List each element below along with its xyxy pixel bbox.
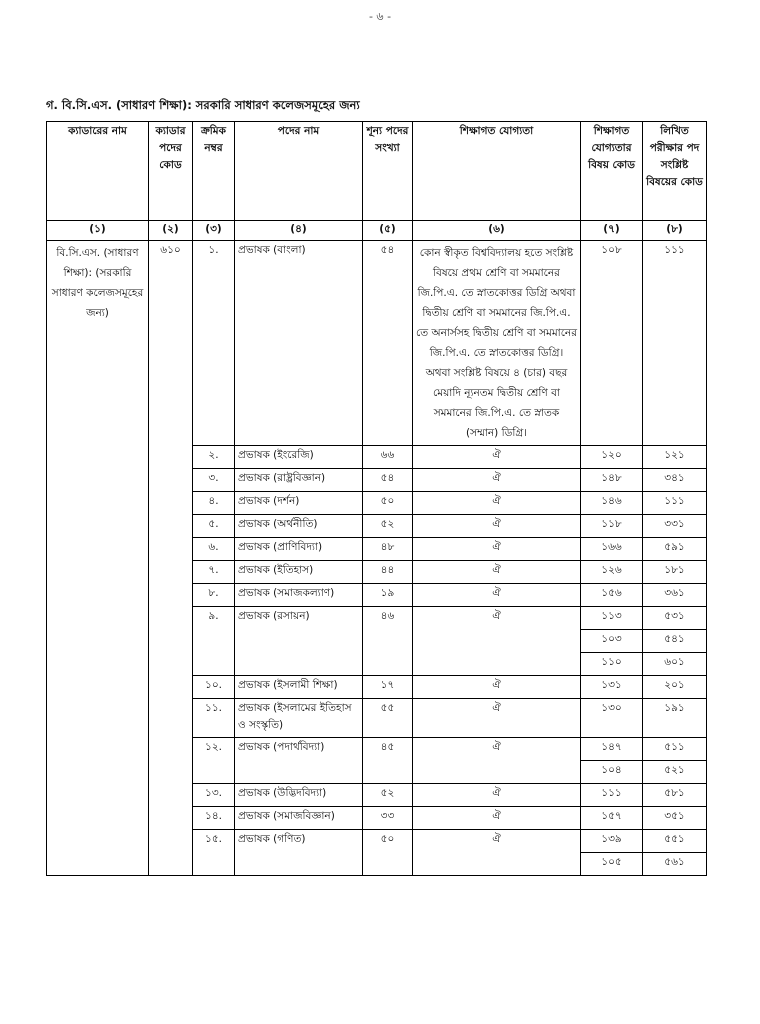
post-name-cell: প্রভাষক (অর্থনীতি) (235, 515, 363, 538)
vacancies-cell: ৫২ (363, 784, 413, 807)
header-cadre-name: ক্যাডারের নাম (47, 122, 149, 221)
post-name-cell: প্রভাষক (সমাজবিজ্ঞান) (235, 807, 363, 830)
column-index: (৮) (643, 221, 707, 241)
exam-code-cell: ১৯১ (643, 699, 707, 738)
qualification-ditto-cell: ঐ (413, 492, 581, 515)
vacancies-cell: ৫২ (363, 515, 413, 538)
subject-code-cell: ১০৩ (581, 630, 643, 653)
exam-code-cell: ৫২১ (643, 761, 707, 784)
exam-code-cell: ৫৯১ (643, 538, 707, 561)
exam-code-cell: ৫৮১ (643, 784, 707, 807)
serial-cell: ১৫. (193, 830, 235, 876)
subject-code-cell: ১৫৭ (581, 807, 643, 830)
exam-code-cell: ৫৩১ (643, 607, 707, 630)
qualification-cell: কোন স্বীকৃত বিশ্ববিদ্যালয় হতে সংশ্লিষ্ট বিষয়ে প্রথম শ্রেণি বা সমমানের জি.পি.এ. তে স্নাতকোত্তর ডিগ্রি অথবা দ্বিতীয় শ্রেণি বা সমমানের জি.পি.এ. তে অনার্সসহ দ্বিতীয় শ্রেণি বা সমমানের জি.পি.এ. তে স্নাতকোত্তর ডিগ্রি। অথবা সংশ্লিষ্ট বিষয়ে ৪ (চার) বছর মেয়াদি ন্যূনতম দ্বিতীয় শ্রেণি বা সমমানের জি.পি.এ. তে স্নাতক (সম্মান) ডিগ্রি। (413, 241, 581, 446)
section-heading: গ. বি.সি.এস. (সাধারণ শিক্ষা): সরকারি সাধারণ কলেজসমূহের জন্য (46, 98, 360, 112)
serial-cell: ১১. (193, 699, 235, 738)
subject-code-cell: ১৩০ (581, 699, 643, 738)
subject-code-cell: ১০৪ (581, 761, 643, 784)
subject-code-cell: ১১৮ (581, 515, 643, 538)
post-name-cell: প্রভাষক (পদার্থবিদ্যা) (235, 738, 363, 784)
post-name-cell: প্রভাষক (সমাজকল্যাণ) (235, 584, 363, 607)
serial-cell: ৩. (193, 469, 235, 492)
subject-code-cell: ১১০ (581, 653, 643, 676)
subject-code-cell: ১০৫ (581, 853, 643, 876)
exam-code-cell: ১১১ (643, 492, 707, 515)
post-name-cell: প্রভাষক (দর্শন) (235, 492, 363, 515)
vacancies-cell: ৩৩ (363, 807, 413, 830)
qualification-ditto-cell: ঐ (413, 538, 581, 561)
serial-cell: ২. (193, 446, 235, 469)
qualification-ditto-cell: ঐ (413, 738, 581, 784)
qualification-ditto-cell: ঐ (413, 699, 581, 738)
subject-code-cell: ১২৬ (581, 561, 643, 584)
exam-code-cell: ৫১১ (643, 738, 707, 761)
post-name-cell: প্রভাষক (উদ্ভিদবিদ্যা) (235, 784, 363, 807)
serial-cell: ৬. (193, 538, 235, 561)
serial-cell: ১. (193, 241, 235, 446)
post-name-cell: প্রভাষক (গণিত) (235, 830, 363, 876)
header-serial: ক্রমিক নম্বর (193, 122, 235, 221)
serial-cell: ১০. (193, 676, 235, 699)
cadre-code-cell: ৬১০ (149, 241, 193, 876)
subject-code-cell: ১৪৮ (581, 469, 643, 492)
subject-code-cell: ১১৩ (581, 607, 643, 630)
qualification-ditto-cell: ঐ (413, 784, 581, 807)
column-index: (১) (47, 221, 149, 241)
vacancies-cell: ৫০ (363, 830, 413, 876)
vacancies-cell: ৫৫ (363, 699, 413, 738)
subject-code-cell: ১৬৬ (581, 538, 643, 561)
vacancies-cell: ৬৬ (363, 446, 413, 469)
serial-cell: ৮. (193, 584, 235, 607)
post-name-cell: প্রভাষক (ইসলামের ইতিহাস ও সংস্কৃতি) (235, 699, 363, 738)
cadre-name-cell: বি.সি.এস. (সাধারণ শিক্ষা): (সরকারি সাধারণ কলেজসমূহের জন্য) (47, 241, 149, 876)
post-name-cell: প্রভাষক (বাংলা) (235, 241, 363, 446)
post-name-cell: প্রভাষক (রসায়ন) (235, 607, 363, 676)
subject-code-cell: ১২০ (581, 446, 643, 469)
post-name-cell: প্রভাষক (ইংরেজি) (235, 446, 363, 469)
qualification-ditto-cell: ঐ (413, 561, 581, 584)
vacancies-cell: ৪৬ (363, 607, 413, 676)
exam-code-cell: ৩৩১ (643, 515, 707, 538)
column-index: (৪) (235, 221, 363, 241)
vacancies-cell: ১৯ (363, 584, 413, 607)
serial-cell: ৪. (193, 492, 235, 515)
qualification-ditto-cell: ঐ (413, 807, 581, 830)
column-index-row (47, 221, 707, 241)
post-name-cell: প্রভাষক (ইতিহাস) (235, 561, 363, 584)
header-exam-code: লিখিত পরীক্ষার পদ সংশ্লিষ্ট বিষয়ের কোড (643, 122, 707, 221)
subject-code-cell: ১৪৭ (581, 738, 643, 761)
column-index: (৬) (413, 221, 581, 241)
subject-code-cell: ১৪৬ (581, 492, 643, 515)
exam-code-cell: ৩৪১ (643, 469, 707, 492)
header-row (47, 122, 707, 221)
qualification-ditto-cell: ঐ (413, 446, 581, 469)
header-vacancies: শূন্য পদের সংখ্যা (363, 122, 413, 221)
vacancies-cell: ৪৪ (363, 561, 413, 584)
table-row (47, 241, 707, 446)
vacancies-cell: ৫৪ (363, 241, 413, 446)
exam-code-cell: ২০১ (643, 676, 707, 699)
exam-code-cell: ৬০১ (643, 653, 707, 676)
header-cadre-code: ক্যাডার পদের কোড (149, 122, 193, 221)
qualification-ditto-cell: ঐ (413, 830, 581, 876)
vacancies-cell: ৫০ (363, 492, 413, 515)
serial-cell: ৭. (193, 561, 235, 584)
header-post-name: পদের নাম (235, 122, 363, 221)
qualification-ditto-cell: ঐ (413, 469, 581, 492)
column-index: (৫) (363, 221, 413, 241)
column-index: (৭) (581, 221, 643, 241)
subject-code-cell: ১০৮ (581, 241, 643, 446)
exam-code-cell: ৩৬১ (643, 584, 707, 607)
serial-cell: ৫. (193, 515, 235, 538)
vacancies-cell: ১৭ (363, 676, 413, 699)
exam-code-cell: ৫৫১ (643, 830, 707, 853)
page-number: - ৬ - (368, 10, 392, 23)
serial-cell: ১৪. (193, 807, 235, 830)
subject-code-cell: ১৫৬ (581, 584, 643, 607)
vacancies-cell: ৫৪ (363, 469, 413, 492)
posts-table (46, 121, 707, 876)
exam-code-cell: ১২১ (643, 446, 707, 469)
column-index: (২) (149, 221, 193, 241)
column-index: (৩) (193, 221, 235, 241)
serial-cell: ১২. (193, 738, 235, 784)
post-name-cell: প্রভাষক (প্রাণিবিদ্যা) (235, 538, 363, 561)
exam-code-cell: ১৮১ (643, 561, 707, 584)
qualification-ditto-cell: ঐ (413, 584, 581, 607)
table-body (47, 241, 707, 876)
header-subject-code: শিক্ষাগত যোগ্যতার বিষয় কোড (581, 122, 643, 221)
vacancies-cell: ৪৮ (363, 538, 413, 561)
exam-code-cell: ১১১ (643, 241, 707, 446)
qualification-ditto-cell: ঐ (413, 515, 581, 538)
exam-code-cell: ৫৪১ (643, 630, 707, 653)
post-name-cell: প্রভাষক (ইসলামী শিক্ষা) (235, 676, 363, 699)
exam-code-cell: ৫৬১ (643, 853, 707, 876)
post-name-cell: প্রভাষক (রাষ্ট্রবিজ্ঞান) (235, 469, 363, 492)
exam-code-cell: ৩৫১ (643, 807, 707, 830)
serial-cell: ১৩. (193, 784, 235, 807)
subject-code-cell: ১৩৯ (581, 830, 643, 853)
vacancies-cell: ৪৫ (363, 738, 413, 784)
header-qualification: শিক্ষাগত যোগ্যতা (413, 122, 581, 221)
qualification-ditto-cell: ঐ (413, 607, 581, 676)
subject-code-cell: ১১১ (581, 784, 643, 807)
subject-code-cell: ১৩১ (581, 676, 643, 699)
serial-cell: ৯. (193, 607, 235, 676)
qualification-ditto-cell: ঐ (413, 676, 581, 699)
